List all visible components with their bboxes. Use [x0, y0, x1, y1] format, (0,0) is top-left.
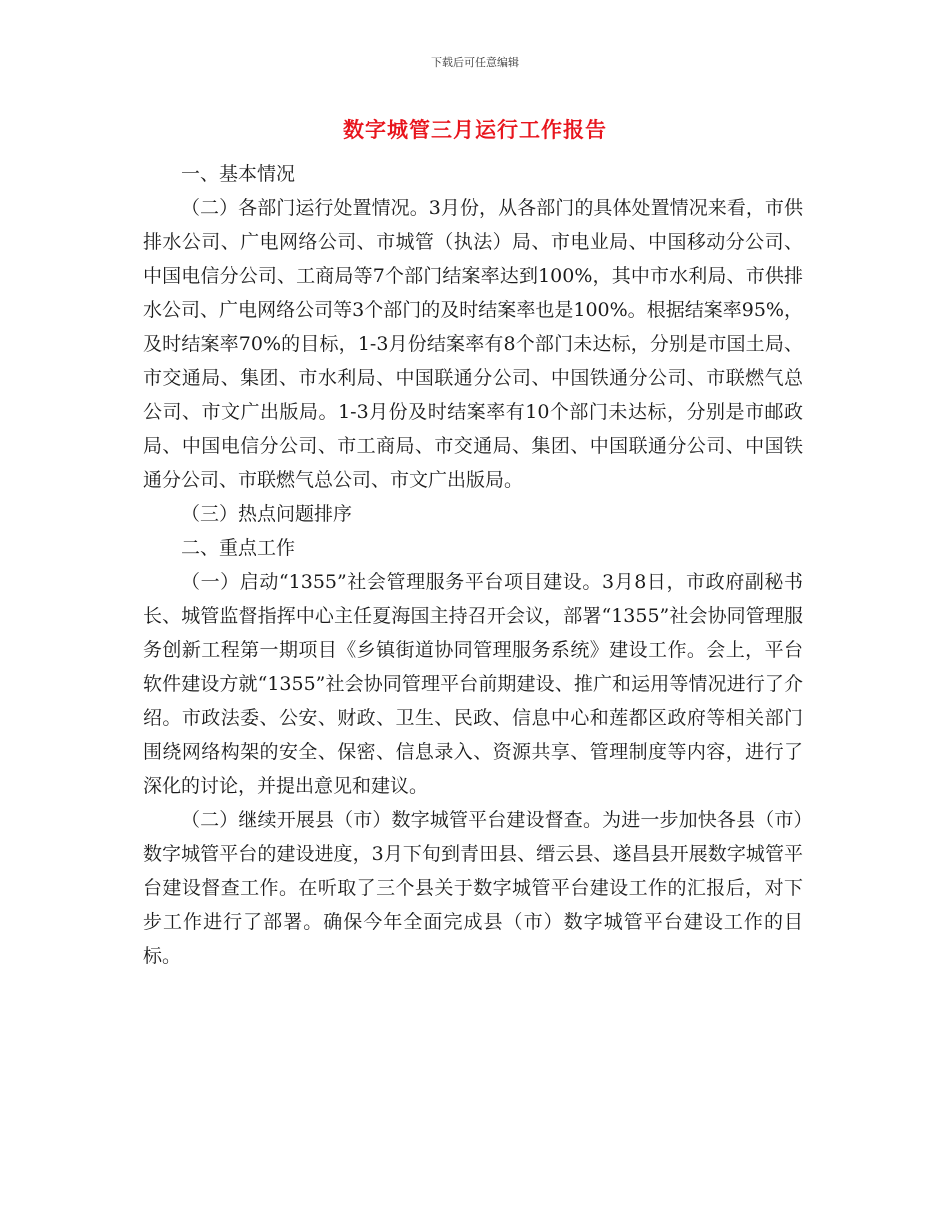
paragraph-county-supervision: （二）继续开展县（市）数字城管平台建设督查。为进一步加快各县（市）数字城管平台的建设进度，3月下旬到青田县、缙云县、遂昌县开展数字城管平台建设督查工作。在听取了三个县关于数字城管平台建设工作的汇报后，对下步工作进行了部署。确保今年全面完成县（市）数字城管平台建设工作的目标。 — [143, 809, 803, 967]
paragraph-department-handling: （二）各部门运行处置情况。3月份，从各部门的具体处置情况来看，市供排水公司、广电网络公司、市城管（执法）局、市电业局、中国移动分公司、中国电信分公司、工商局等7个部门结案率达到100%，其中市水利局、市供排水公司、广电网络公司等3个部门的及时结案率也是100%。根据结案率95%，及时结案率70%的目标，1-3月份结案率有8个部门未达标，分别是市国土局、市交通局、集团、市水利局、中国联通分公司、中国铁通分公司、市联燃气总公司、市文广出版局。1-3月份及时结案率有10个部门未达标，分别是市邮政局、中国电信分公司、市工商局、市交通局、集团、中国联通分公司、中国铁通分公司、市联燃气总公司、市文广出版局。 — [143, 197, 803, 491]
subsection-hot-issues: （三）热点问题排序 — [181, 503, 353, 525]
paragraph-1355-platform: （一）启动“1355”社会管理服务平台项目建设。3月8日，市政府副秘书长、城管监督指挥中心主任夏海国主持召开会议，部署“1355”社会协同管理服务创新工程第一期项目《乡镇街道协同管理服务系统》建设工作。会上，平台软件建设方就“1355”社会协同管理平台前期建设、推广和运用等情况进行了介绍。市政法委、公安、财政、卫生、民政、信息中心和莲都区政府等相关部门围绕网络构架的安全、保密、信息录入、资源共享、管理制度等内容，进行了深化的讨论，并提出意见和建议。 — [143, 571, 803, 797]
section-heading-key-work: 二、重点工作 — [181, 537, 296, 559]
section-heading-basic: 一、基本情况 — [181, 163, 296, 185]
document-body — [143, 157, 803, 973]
document-title: 数字城管三月运行工作报告 — [343, 117, 607, 142]
page-header: 下载后可任意编辑 — [431, 56, 519, 69]
